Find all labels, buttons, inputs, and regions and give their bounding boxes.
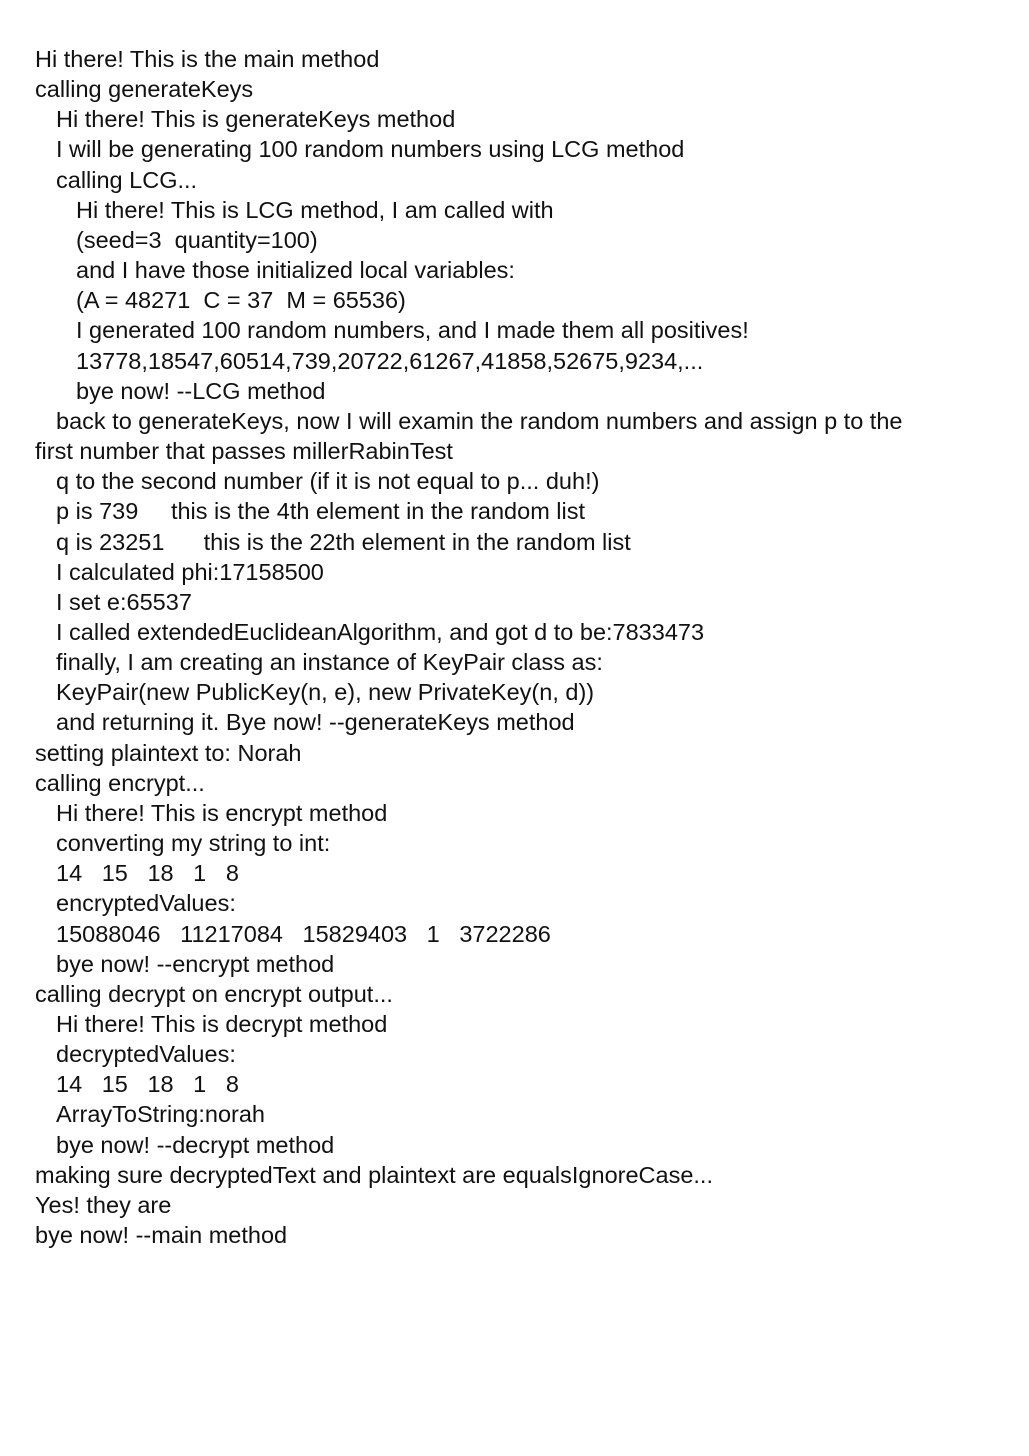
console-line: Hi there! This is the main method [35,46,380,72]
console-line: and returning it. Bye now! --generateKeys method [56,709,575,736]
console-line: and I have those initialized local variables: [76,257,515,284]
console-line: first number that passes millerRabinTest [35,438,453,465]
console-line: 14 15 18 1 8 [56,1071,239,1098]
console-line: q is 23251 this is the 22th element in the random list [56,528,631,555]
console-line: (seed=3 quantity=100) [76,226,318,253]
console-line: setting plaintext to: Norah [35,739,302,766]
console-line: I called extendedEuclideanAlgorithm, and got d to be:7833473 [56,618,705,645]
console-line: decryptedValues: [56,1041,236,1068]
console-line: bye now! --LCG method [76,377,326,404]
console-line: calling generateKeys [35,76,254,103]
console-line: I set e:65537 [56,588,192,615]
console-line: back to generateKeys, now I will examin the random numbers and assign p to the [56,407,903,434]
console-line: calling encrypt... [35,769,205,796]
console-line: Yes! they are [35,1191,172,1218]
console-line: KeyPair(new PublicKey(n, e), new PrivateKey(n, d)) [56,679,595,706]
console-line: encryptedValues: [56,890,236,917]
console-line: ArrayToString:norah [56,1101,265,1128]
console-line: bye now! --decrypt method [56,1131,335,1158]
console-line: calling decrypt on encrypt output... [35,980,393,1007]
console-output [35,44,1005,1250]
console-line: 13778,18547,60514,739,20722,61267,41858,52675,9234,... [76,347,704,374]
console-line: I calculated phi:17158500 [56,558,324,585]
console-line: I will be generating 100 random numbers using LCG method [56,136,685,163]
console-line: 15088046 11217084 15829403 1 3722286 [56,920,551,947]
console-line: Hi there! This is generateKeys method [56,106,456,133]
console-line: calling LCG... [56,166,198,193]
console-line: Hi there! This is decrypt method [56,1011,388,1037]
console-line: (A = 48271 C = 37 M = 65536) [76,287,406,314]
console-line: I generated 100 random numbers, and I made them all positives! [76,317,749,344]
console-line: converting my string to int: [56,830,331,857]
console-line: finally, I am creating an instance of KeyPair class as: [56,649,603,676]
console-line: Hi there! This is LCG method, I am called with [76,196,554,223]
console-line: p is 739 this is the 4th element in the random list [56,498,586,525]
console-line: bye now! --main method [35,1222,288,1249]
console-line: 14 15 18 1 8 [56,860,239,887]
console-line: making sure decryptedText and plaintext are equalsIgnoreCase... [35,1161,713,1188]
console-line: q to the second number (if it is not equal to p... duh!) [56,468,600,495]
console-line: bye now! --encrypt method [56,950,335,977]
console-line: Hi there! This is encrypt method [56,799,388,826]
